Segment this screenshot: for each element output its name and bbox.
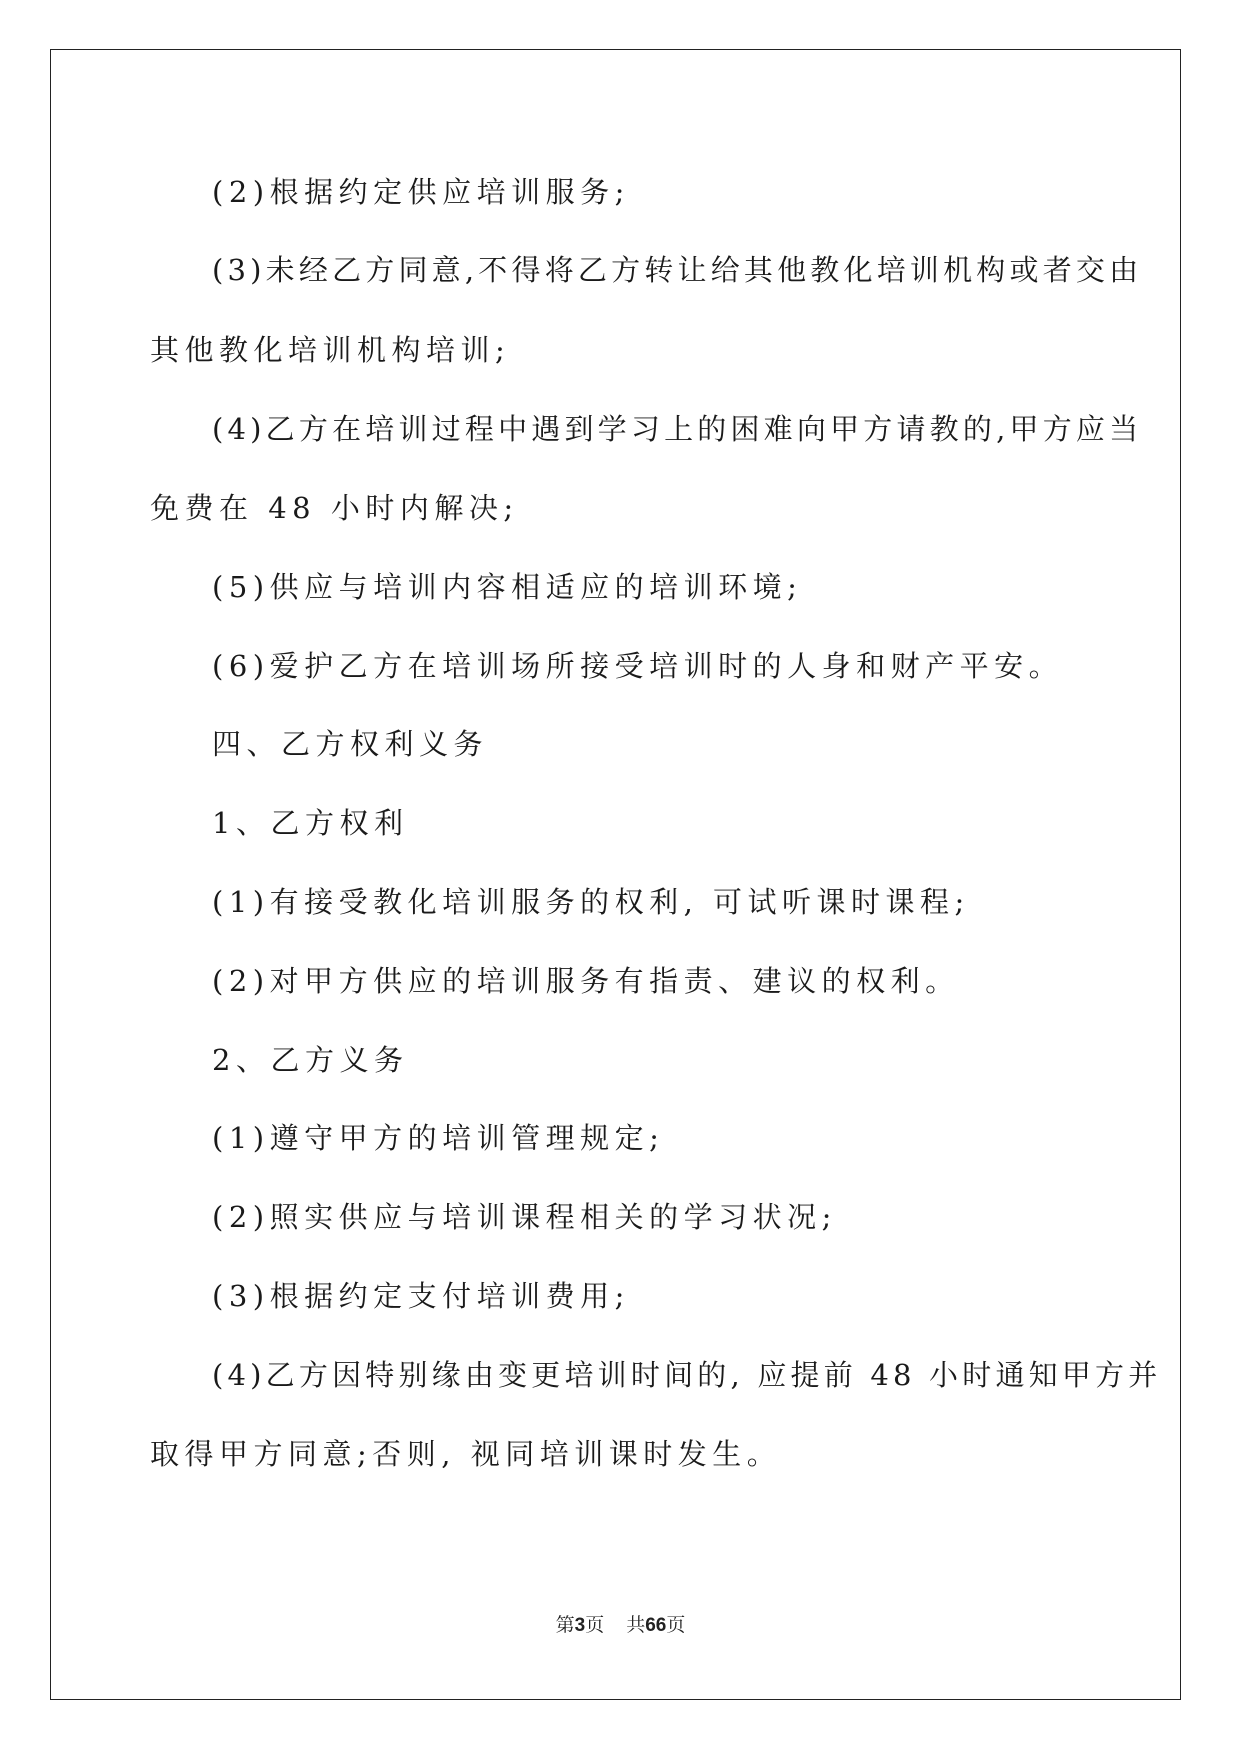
paragraph-line: (1)有接受教化培训服务的权利, 可试听课时课程; (212, 885, 970, 919)
paragraph-line: (5)供应与培训内容相适应的培训环境; (212, 570, 803, 604)
paragraph-line: (6)爱护乙方在培训场所接受培训时的人身和财产平安。 (212, 649, 1064, 683)
subsection-heading: 1、乙方权利 (212, 806, 409, 840)
paragraph-line: (4)乙方在培训过程中遇到学习上的困难向甲方请教的,甲方应当 (212, 412, 1143, 446)
page-total: 共66页 (626, 1615, 686, 1636)
paragraph-line: 免费在 48 小时内解决; (150, 491, 519, 525)
paragraph-line: (4)乙方因特别缘由变更培训时间的, 应提前 48 小时通知甲方并 (212, 1358, 1162, 1392)
paragraph-line: (3)未经乙方同意,不得将乙方转让给其他教化培训机构或者交由 (212, 253, 1143, 287)
subsection-heading: 2、乙方义务 (212, 1043, 409, 1077)
page-footer (0, 1614, 1241, 1638)
paragraph-line: 取得甲方同意;否则, 视同培训课时发生。 (150, 1437, 782, 1471)
page-number: 第3页 (555, 1615, 605, 1636)
paragraph-line: (3)根据约定支付培训费用; (212, 1279, 630, 1313)
section-heading: 四、乙方权利义务 (212, 727, 489, 761)
paragraph-line: (2)根据约定供应培训服务; (212, 175, 630, 209)
paragraph-line: (2)照实供应与培训课程相关的学习状况; (212, 1200, 837, 1234)
paragraph-line: 其他教化培训机构培训; (150, 333, 511, 367)
paragraph-line: (2)对甲方供应的培训服务有指责、建议的权利。 (212, 964, 960, 998)
paragraph-line: (1)遵守甲方的培训管理规定; (212, 1121, 665, 1155)
